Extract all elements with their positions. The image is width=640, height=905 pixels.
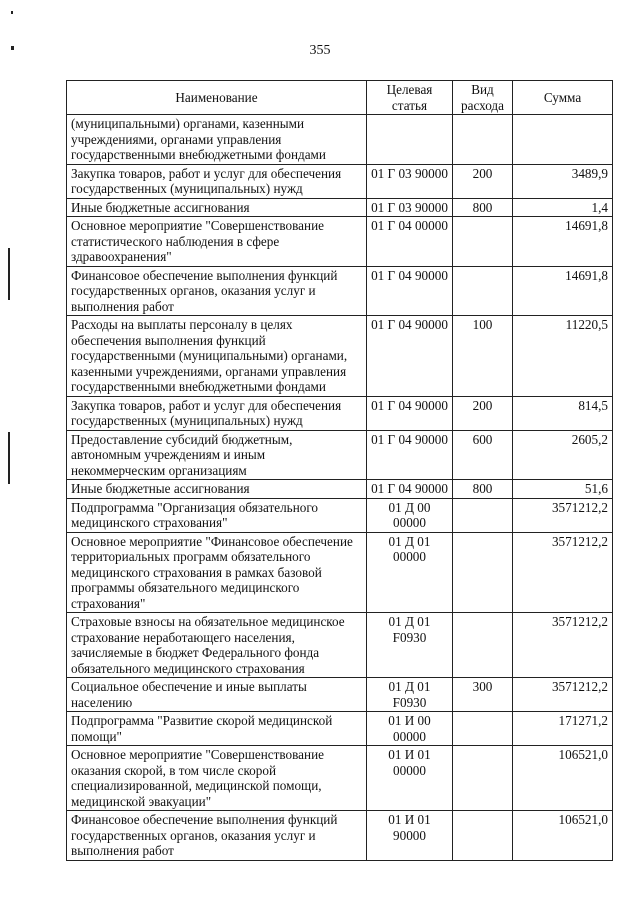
cell-kind	[453, 266, 513, 316]
cell-kind	[453, 498, 513, 532]
cell-code: 01 И 01 00000	[367, 746, 453, 811]
cell-code: 01 Г 04 90000	[367, 266, 453, 316]
cell-sum: 3571212,2	[513, 678, 613, 712]
cell-kind	[453, 217, 513, 267]
cell-name: Страховые взносы на обязательное медицинское страхование неработающего населения, зачисляемые в бюджет Федерального фонда обязательного медицинского страхования	[67, 613, 367, 678]
table-row	[67, 532, 613, 613]
cell-sum: 51,6	[513, 480, 613, 499]
cell-sum: 814,5	[513, 396, 613, 430]
cell-code: 01 Г 03 90000	[367, 164, 453, 198]
table-row	[67, 811, 613, 861]
table-row	[67, 164, 613, 198]
scan-mark	[11, 11, 13, 14]
cell-name: Основное мероприятие "Совершенствование оказания скорой, в том числе скорой специализированной, медицинской помощи, медицинской эвакуации"	[67, 746, 367, 811]
budget-table	[66, 80, 613, 861]
table-row	[67, 396, 613, 430]
table-row	[67, 115, 613, 165]
budget-table-container	[66, 80, 612, 861]
cell-sum: 106521,0	[513, 746, 613, 811]
header-sum: Сумма	[513, 81, 613, 115]
table-row	[67, 498, 613, 532]
cell-sum: 171271,2	[513, 712, 613, 746]
cell-code	[367, 115, 453, 165]
table-body	[67, 115, 613, 861]
cell-name: Иные бюджетные ассигнования	[67, 198, 367, 217]
cell-sum	[513, 115, 613, 165]
cell-code: 01 Г 04 90000	[367, 316, 453, 397]
cell-kind	[453, 746, 513, 811]
cell-sum: 106521,0	[513, 811, 613, 861]
table-row	[67, 430, 613, 480]
scan-mark	[8, 432, 10, 484]
table-row	[67, 746, 613, 811]
cell-sum: 3571212,2	[513, 532, 613, 613]
cell-kind	[453, 613, 513, 678]
table-row	[67, 198, 613, 217]
cell-code: 01 Д 01 F0930	[367, 678, 453, 712]
cell-code: 01 Д 01 00000	[367, 532, 453, 613]
table-row	[67, 266, 613, 316]
cell-name: Финансовое обеспечение выполнения функций государственных органов, оказания услуг и выполнения работ	[67, 266, 367, 316]
table-header-row	[67, 81, 613, 115]
cell-code: 01 И 00 00000	[367, 712, 453, 746]
cell-code: 01 Д 01 F0930	[367, 613, 453, 678]
cell-kind: 100	[453, 316, 513, 397]
cell-name: Социальное обеспечение и иные выплаты населению	[67, 678, 367, 712]
cell-kind: 800	[453, 198, 513, 217]
cell-kind: 800	[453, 480, 513, 499]
table-row	[67, 613, 613, 678]
cell-code: 01 Г 04 00000	[367, 217, 453, 267]
header-expense-type: Вид расхода	[453, 81, 513, 115]
table-row	[67, 316, 613, 397]
header-target-article: Целевая статья	[367, 81, 453, 115]
cell-kind: 200	[453, 164, 513, 198]
cell-code: 01 Д 00 00000	[367, 498, 453, 532]
cell-sum: 1,4	[513, 198, 613, 217]
cell-kind	[453, 115, 513, 165]
cell-name: (муниципальными) органами, казенными учреждениями, органами управления государственными внебюджетными фондами	[67, 115, 367, 165]
cell-kind: 300	[453, 678, 513, 712]
cell-name: Основное мероприятие "Совершенствование статистического наблюдения в сфере здравоохранения"	[67, 217, 367, 267]
scan-mark	[8, 248, 10, 300]
cell-name: Закупка товаров, работ и услуг для обеспечения государственных (муниципальных) нужд	[67, 164, 367, 198]
cell-code: 01 Г 04 90000	[367, 430, 453, 480]
table-row	[67, 480, 613, 499]
cell-sum: 3571212,2	[513, 613, 613, 678]
cell-code: 01 Г 04 90000	[367, 480, 453, 499]
cell-kind: 600	[453, 430, 513, 480]
table-row	[67, 678, 613, 712]
cell-code: 01 И 01 90000	[367, 811, 453, 861]
cell-sum: 14691,8	[513, 266, 613, 316]
cell-code: 01 Г 03 90000	[367, 198, 453, 217]
cell-name: Закупка товаров, работ и услуг для обеспечения государственных (муниципальных) нужд	[67, 396, 367, 430]
cell-name: Финансовое обеспечение выполнения функций государственных органов, оказания услуг и выполнения работ	[67, 811, 367, 861]
table-row	[67, 217, 613, 267]
cell-name: Предоставление субсидий бюджетным, автономным учреждениям и иным некоммерческим организациям	[67, 430, 367, 480]
cell-sum: 2605,2	[513, 430, 613, 480]
cell-kind: 200	[453, 396, 513, 430]
cell-kind	[453, 811, 513, 861]
cell-sum: 3489,9	[513, 164, 613, 198]
cell-name: Расходы на выплаты персоналу в целях обеспечения выполнения функций государственными (муниципальными) органами, казенными учреждениями, органами управления государственными внебюджетными фондами	[67, 316, 367, 397]
cell-kind	[453, 712, 513, 746]
cell-name: Иные бюджетные ассигнования	[67, 480, 367, 499]
cell-name: Подпрограмма "Развитие скорой медицинской помощи"	[67, 712, 367, 746]
cell-sum: 3571212,2	[513, 498, 613, 532]
page-number: 355	[309, 43, 331, 58]
cell-sum: 11220,5	[513, 316, 613, 397]
cell-name: Основное мероприятие "Финансовое обеспечение территориальных программ обязательного медицинского страхования в рамках базовой программы обязательного медицинского страхования"	[67, 532, 367, 613]
cell-sum: 14691,8	[513, 217, 613, 267]
table-row	[67, 712, 613, 746]
cell-code: 01 Г 04 90000	[367, 396, 453, 430]
header-name: Наименование	[67, 81, 367, 115]
cell-name: Подпрограмма "Организация обязательного медицинского страхования"	[67, 498, 367, 532]
cell-kind	[453, 532, 513, 613]
